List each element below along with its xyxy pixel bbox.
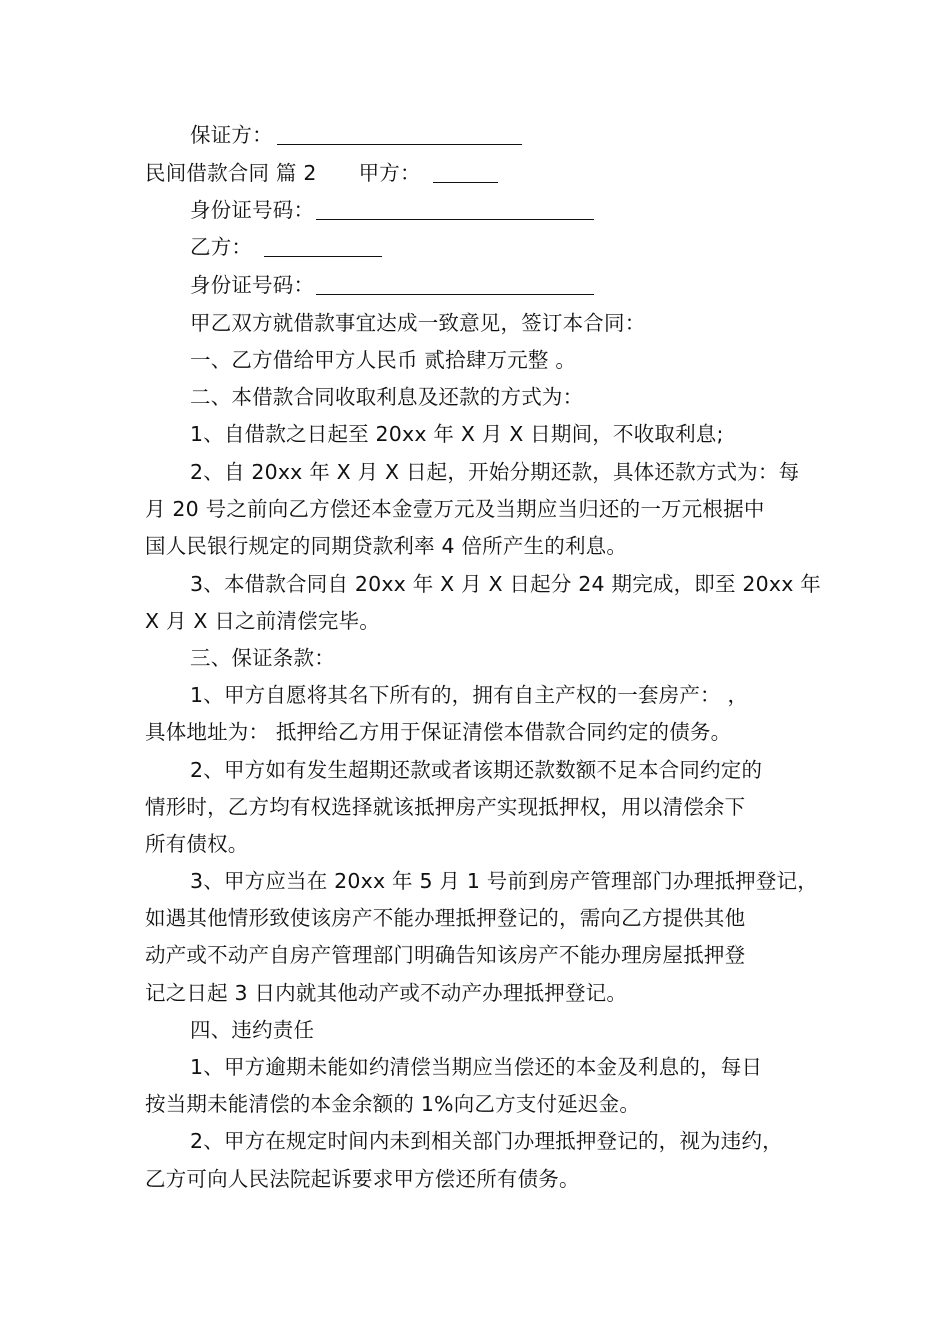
clause-3-item-3-line-3: 动产或不动产自房产管理部门明确告知该房产不能办理房屋抵押登 — [145, 943, 746, 967]
clause-3-item-2-line-3: 所有债权。 — [145, 832, 249, 856]
clause-2-item-2-line-1: 2、自 20xx 年 X 月 X 日起，开始分期还款，具体还款方式为：每 — [190, 460, 800, 484]
guarantor-blank — [277, 122, 522, 145]
party-b-line — [190, 229, 810, 266]
clause-2-item-3-line-2: X 月 X 日之前清偿完毕。 — [145, 609, 380, 633]
clause-4-item-2-line-2: 乙方可向人民法院起诉要求甲方偿还所有债务。 — [145, 1167, 580, 1191]
id-label-a: 身份证号码： — [190, 198, 315, 222]
party-b-label: 乙方： — [190, 235, 253, 259]
clause-2-item-2-line-3: 国人民银行规定的同期贷款利率 4 倍所产生的利息。 — [145, 534, 628, 558]
id-a-blank — [316, 197, 594, 220]
id-b-blank — [316, 272, 594, 295]
intro-line: 甲乙双方就借款事宜达成一致意见，签订本合同： — [190, 311, 646, 335]
contract-heading: 民间借款合同 篇 2 — [145, 161, 317, 185]
clause-4-title: 四、违约责任 — [190, 1018, 315, 1042]
id-label-b: 身份证号码： — [190, 273, 315, 297]
guarantor-line — [190, 117, 810, 154]
clause-3-item-1-line-1: 1、甲方自愿将其名下所有的，拥有自主产权的一套房产： ， — [190, 683, 749, 707]
clause-2-item-2-line-2: 月 20 号之前向乙方偿还本金壹万元及当期应当归还的一万元根据中 — [145, 497, 765, 521]
clause-2-item-3-line-1: 3、本借款合同自 20xx 年 X 月 X 日起分 24 期完成，即至 20xx 年 — [190, 572, 821, 596]
clause-2-title: 二、本借款合同收取利息及还款的方式为： — [190, 385, 584, 409]
clause-3-item-3-line-4: 记之日起 3 日内就其他动产或不动产办理抵押登记。 — [145, 981, 628, 1005]
clause-3-item-2-line-2: 情形时，乙方均有权选择就该抵押房产实现抵押权，用以清偿余下 — [145, 795, 746, 819]
clause-4-item-1-line-2: 按当期未能清偿的本金余额的 1%向乙方支付延迟金。 — [145, 1092, 641, 1116]
clause-1: 一、乙方借给甲方人民币 贰拾肆万元整 。 — [190, 348, 577, 372]
guarantor-label: 保证方： — [190, 123, 273, 147]
id-b-line — [190, 267, 810, 304]
heading-line — [145, 155, 810, 192]
clause-3-item-3-line-2: 如遇其他情形致使该房产不能办理抵押登记的，需向乙方提供其他 — [145, 906, 746, 930]
clause-3-title: 三、保证条款： — [190, 646, 335, 670]
clause-4-item-1-line-1: 1、甲方逾期未能如约清偿当期应当偿还的本金及利息的，每日 — [190, 1055, 763, 1079]
id-a-line — [190, 192, 810, 229]
party-a-blank — [433, 160, 498, 183]
clause-3-item-1-line-2: 具体地址为： 抵押给乙方用于保证清偿本借款合同约定的债务。 — [145, 720, 732, 744]
clause-3-item-3-line-1: 3、甲方应当在 20xx 年 5 月 1 号前到房产管理部门办理抵押登记， — [190, 869, 818, 893]
clause-4-item-2-line-1: 2、甲方在规定时间内未到相关部门办理抵押登记的，视为违约， — [190, 1129, 783, 1153]
party-a-label: 甲方： — [358, 161, 421, 185]
clause-2-item-1: 1、自借款之日起至 20xx 年 X 月 X 日期间，不收取利息; — [190, 422, 724, 446]
party-b-blank — [264, 234, 382, 257]
clause-3-item-2-line-1: 2、甲方如有发生超期还款或者该期还款数额不足本合同约定的 — [190, 758, 763, 782]
